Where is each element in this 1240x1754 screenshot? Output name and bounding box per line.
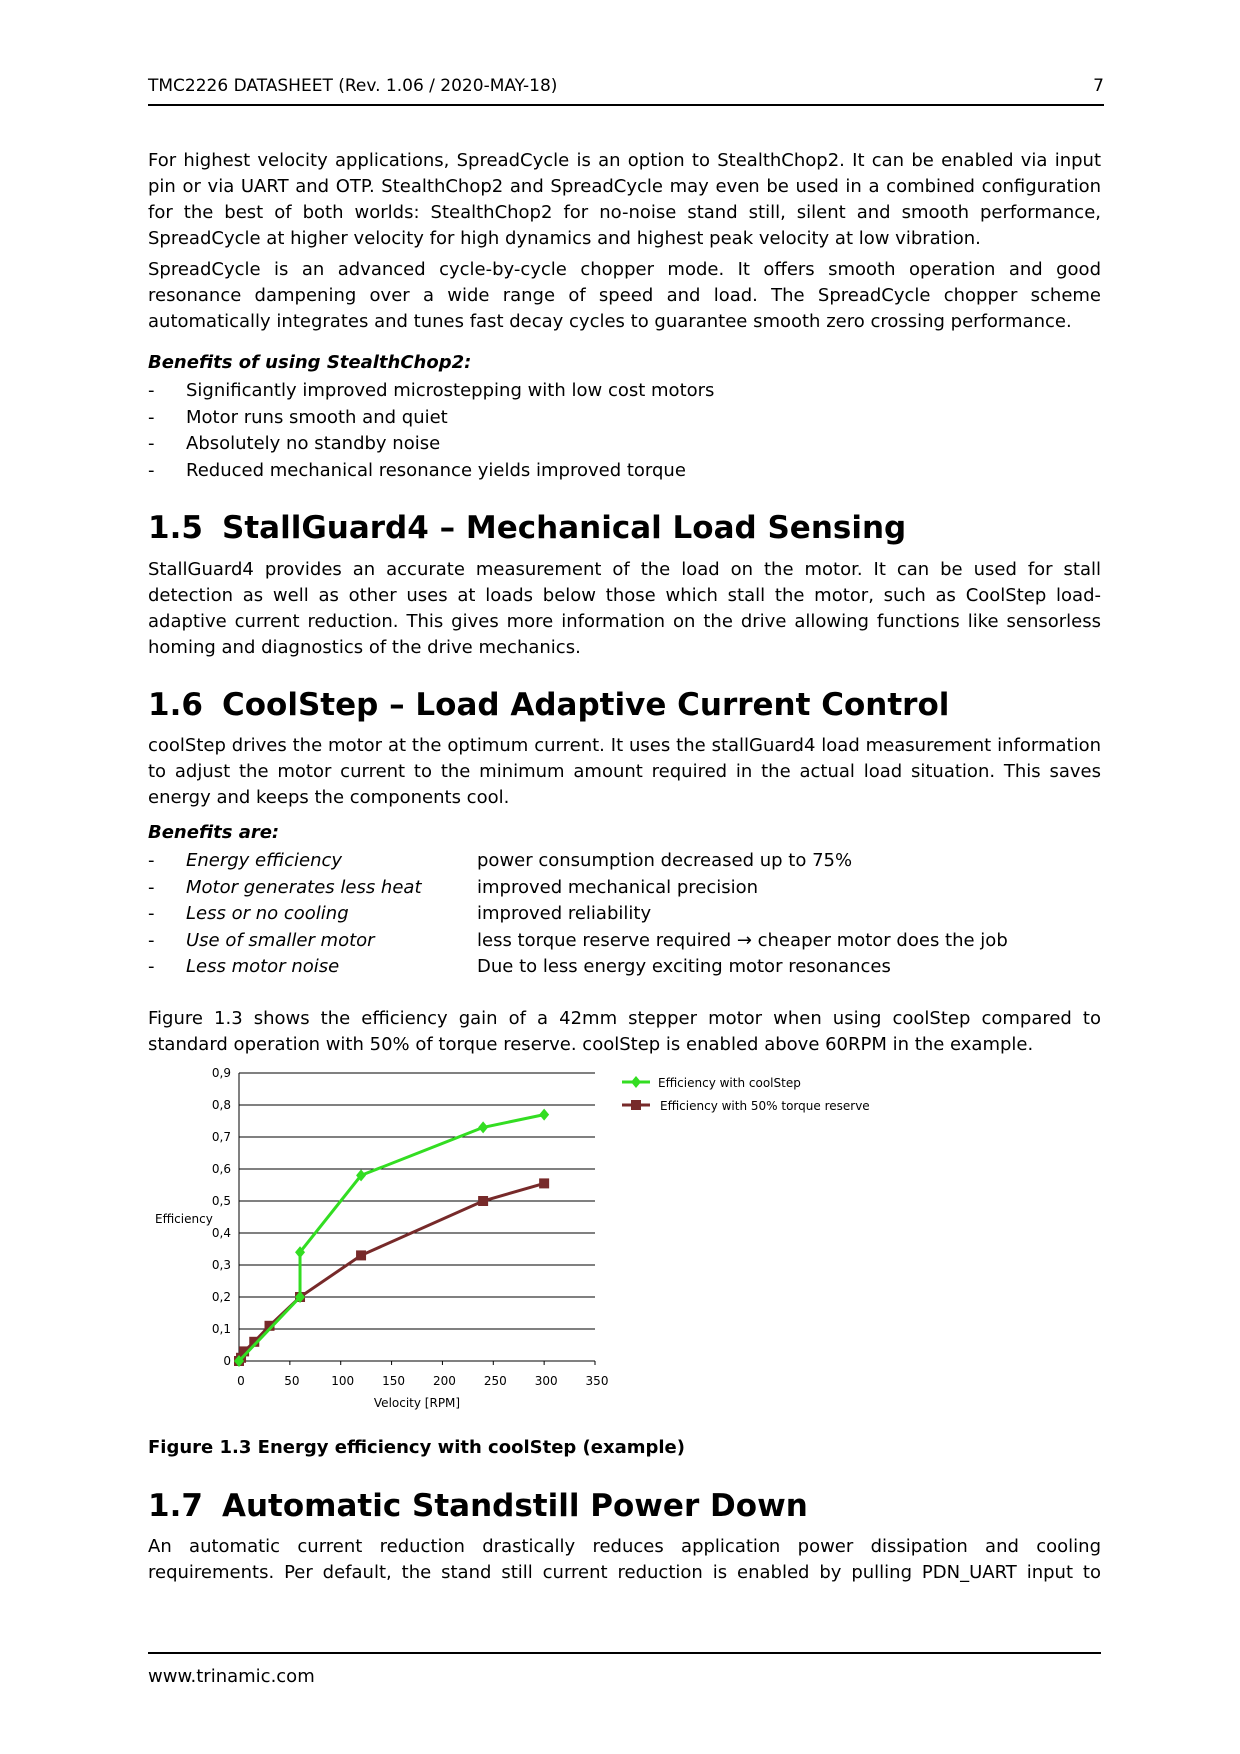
benefit-name: Energy efficiency [186,850,343,871]
section-number: 1.7 [148,1488,203,1524]
text-line: An automatic current reduction drastically reduces application power dissipation and cooling [148,1536,1101,1557]
list-item-text: Absolutely no standby noise [186,433,441,454]
stealthchop-benefits-title: Benefits of using StealthChop2: [148,352,472,373]
list-item-text: Motor runs smooth and quiet [186,406,448,428]
text-line: adaptive current reduction. This gives more information on the drive allowing functions like sensorless [148,611,1101,632]
list-item-text: Reduced mechanical resonance yields improved torque [186,459,686,481]
page-number: 7 [1093,76,1104,96]
text-line: StallGuard4 provides an accurate measurement of the load on the motor. It can be used for stall [148,559,1101,580]
section-heading-1-7 [148,1488,808,1524]
y-tick-label: 0,7 [211,1130,231,1144]
figure-intro-paragraph [148,1006,1101,1058]
section-number: 1.6 [148,687,203,723]
y-tick-label: 0,2 [211,1290,231,1304]
coolstep-paragraph [148,733,1101,811]
x-tick-label: 250 [483,1374,507,1388]
text-line: Figure 1.3 shows the efficiency gain of a 42mm stepper motor when using coolStep compared to [148,1008,1101,1029]
y-tick-label: 0,8 [211,1098,231,1112]
data-point-square [539,1178,549,1188]
series-line [239,1183,544,1361]
standstill-paragraph [148,1534,1101,1586]
x-tick-label: 300 [534,1374,558,1388]
y-tick-label: 0,5 [211,1194,231,1208]
benefit-desc: less torque reserve required → cheaper motor does the job [477,929,1008,951]
text-line: For highest velocity applications, SpreadCycle is an option to StealthChop2. It can be enabled via input [148,150,1101,171]
text-line: to adjust the motor current to the minimum amount required in the actual load situation. This saves [148,761,1101,782]
section-title: Automatic Standstill Power Down [222,1488,808,1524]
text-line: resonance dampening over a wide range of speed and load. The SpreadCycle chopper scheme [148,285,1101,306]
text-line: requirements. Per default, the stand still current reduction is enabled by pulling PDN_UART input to [148,1562,1101,1583]
y-tick-label: 0 [223,1354,231,1368]
efficiency-chart [140,1060,940,1430]
x-tick-label: 200 [432,1374,456,1388]
intro-paragraph-2 [148,257,1101,335]
y-axis-label: Efficiency [155,1212,213,1226]
text-line: homing and diagnostics of the drive mechanics. [148,637,581,658]
text-line: energy and keeps the components cool. [148,787,510,808]
section-title: StallGuard4 – Mechanical Load Sensing [222,510,907,546]
benefit-desc: improved reliability [477,903,652,924]
benefit-name: Less motor noise [186,956,340,977]
x-tick-label: 350 [585,1374,609,1388]
text-line: standard operation with 50% of torque reserve. coolStep is enabled above 60RPM in the example. [148,1034,1034,1055]
figure-caption: Figure 1.3 Energy efficiency with coolStep (example) [148,1437,685,1458]
data-point-diamond [478,1121,488,1133]
data-point-square [356,1250,366,1260]
text-line: pin or via UART and OTP. StealthChop2 and SpreadCycle may even be used in a combined configuration [148,176,1101,197]
benefit-desc: improved mechanical precision [477,876,759,898]
data-point-square [478,1196,488,1206]
page-header [148,76,1104,106]
section-heading-1-6 [148,687,949,723]
text-line: coolStep drives the motor at the optimum current. It uses the stallGuard4 load measurement information [148,735,1101,756]
x-tick-label: 100 [331,1374,355,1388]
section-number: 1.5 [148,510,203,546]
header-title: TMC2226 DATASHEET (Rev. 1.06 / 2020-MAY-18) [148,76,558,96]
legend-label: Efficiency with coolStep [658,1076,801,1090]
series-line [239,1115,544,1361]
text-line: SpreadCycle at higher velocity for high dynamics and highest peak velocity at low vibration. [148,228,981,249]
section-title: CoolStep – Load Adaptive Current Control [222,687,950,723]
benefit-name: Use of smaller motor [186,929,375,951]
text-line: automatically integrates and tunes fast decay cycles to guarantee smooth zero crossing performance. [148,311,1072,332]
legend-marker-square [631,1100,641,1110]
y-tick-label: 0,1 [211,1322,231,1336]
stallguard-paragraph [148,557,1101,661]
intro-paragraph-1 [148,148,1101,252]
y-tick-label: 0,6 [211,1162,231,1176]
text-line: for the best of both worlds: StealthChop2 for no-noise stand still, silent and smooth performance, [148,202,1101,223]
x-tick-label: 50 [284,1374,300,1388]
y-tick-label: 0,3 [211,1258,231,1272]
y-tick-label: 0,9 [211,1066,231,1080]
y-tick-label: 0,4 [211,1226,231,1240]
section-heading-1-5 [148,510,906,546]
text-line: detection as well as other uses at loads below those which stall the motor, such as CoolStep load- [148,585,1101,606]
benefit-name: Less or no cooling [186,903,349,924]
legend-marker-diamond [631,1076,641,1088]
x-axis-label: Velocity [RPM] [373,1396,461,1410]
x-tick-label: 150 [382,1374,406,1388]
text-line: SpreadCycle is an advanced cycle-by-cycle chopper mode. It offers smooth operation and good [148,259,1101,280]
list-item-text: Significantly improved microstepping with low cost motors [186,380,715,401]
x-tick-label: 0 [237,1374,245,1388]
benefit-desc: power consumption decreased up to 75% [477,850,853,871]
footer-url[interactable]: www.trinamic.com [148,1666,315,1687]
footer-rule [148,1652,1101,1654]
datasheet-page: TMC2226 DATASHEET (Rev. 1.06 / 2020-MAY-18) 7 For highest velocity applications, SpreadCycle is an option to StealthChop2. It can be enabled via input pin or via UART and OTP. StealthChop2 and SpreadCycle may even be used in a combined configuration for the best of both worlds: StealthChop2 for no-noise stand still, silent and smooth performance, SpreadCycle at higher velocity for high dynamics and highest peak velocity at low vibration. SpreadCycle is an advanced cycle-by-cycle chopper mode. It offers smooth operation and good resonance dampening over a wide range of speed and load. The SpreadCycle chopper scheme automatically integrates and tunes fast decay cycles to guarantee smooth zero crossing performance. Benefits of using StealthChop2: - Significantly improved microstepping with low cost motors - Motor runs smooth and quiet - Absolutely no standby noise - Reduced mechanical resonance yields improved torque 1.5 StallGuard4 – Mechanical Load Sensing StallGuard4 provides an accurate measurement of the load on the motor. It can be used for stall detection as well as other uses at loads below those which stall the motor, such as CoolStep load- adaptive current reduction. This gives more information on the drive allowing functions like sensorless homing and diagnostics of the drive mechanics. 1.6 CoolStep – Load Adaptive Current Control coolStep drives the motor at the optimum current. It uses the stallGuard4 load measurement information to adjust the motor current to the minimum amount required in the actual load situation. This saves energy and keeps the components cool. Benefits are: - Energy efficiency power consumption decreased up to 75% - Motor generates less heat improved mechanical precision - Less or no cooling improved reliability - Use of smaller motor less torque reserve required → cheaper motor does the job - Less motor noise Due to less energy exciting motor resonances Figure 1.3 shows the efficiency gain of a 42mm stepper motor when using coolStep compared to standard operation with 50% of torque reserve. coolStep is enabled above 60RPM in the example. 0 0,1 0,2 0,3 0,4 0,5 0,6 0,7 0,8 0,9 0 50 100 150 200 250 300 350 Velocity [RPM] Efficiency Efficiency with coolStep Efficiency with 50% torque reserve Figure 1.3 Energy efficiency with coolStep (example) 1.7 Automatic Standstill Power Down An automatic current reduction drastically reduces application power dissipation and cooling requirements. Per default, the stand still current reduction is enabled by pulling PDN_UART input to www.trinamic.com [0,0,1240,1754]
benefit-name: Motor generates less heat [186,876,422,898]
legend-label: Efficiency with 50% torque reserve [660,1099,870,1113]
data-point-diamond [539,1109,549,1121]
benefit-desc: Due to less energy exciting motor resonances [477,956,891,977]
coolstep-benefits-title: Benefits are: [148,822,280,843]
